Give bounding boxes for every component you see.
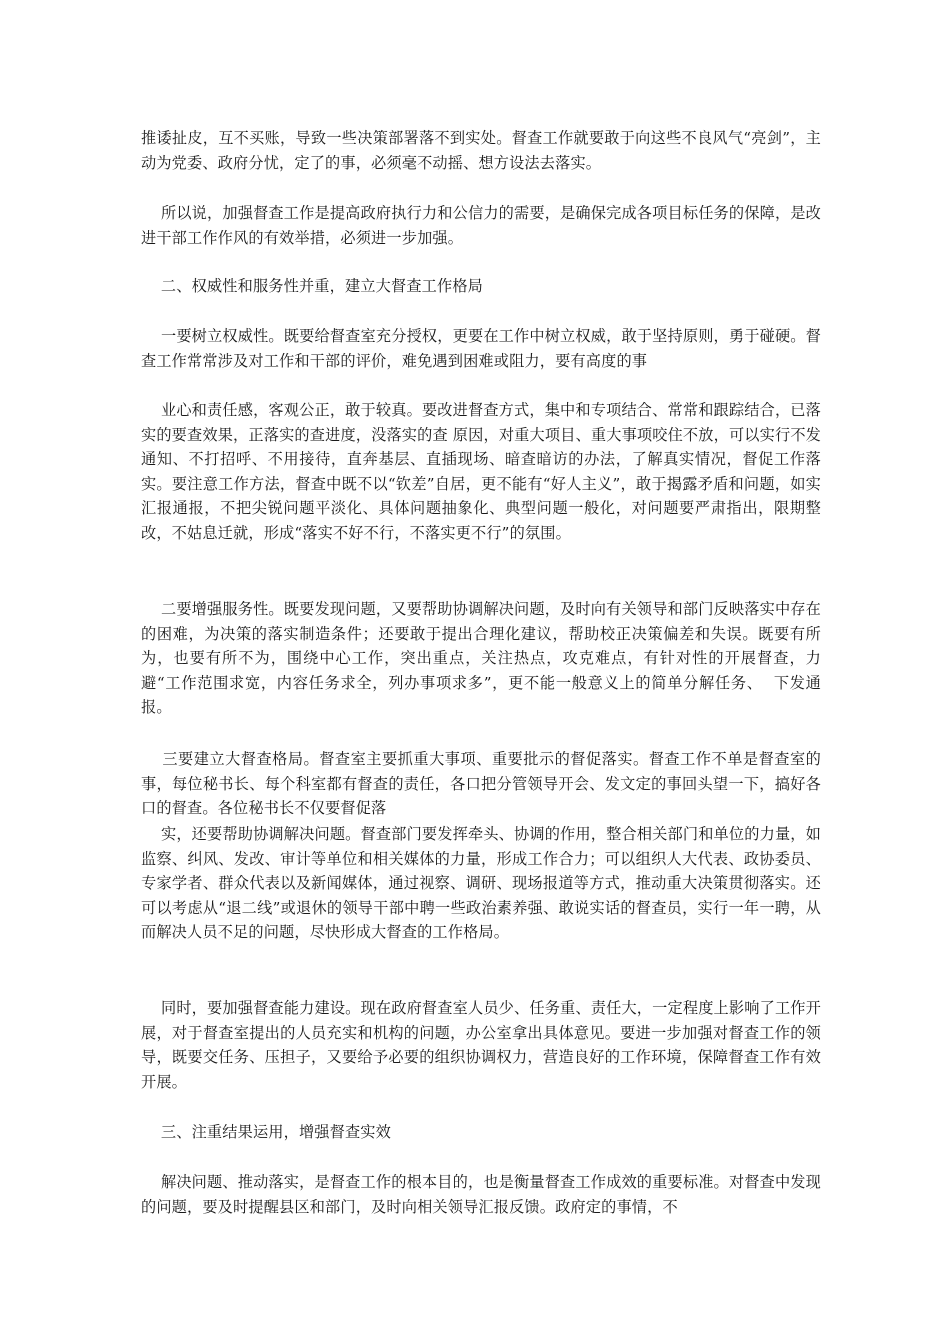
paragraph-9: 解决问题、推动落实，是督查工作的根本目的，也是衡量督查工作成效的重要标准。对督查中发现的问题，要及时提醒县区和部门，及时向相关领导汇报反馈。政府定的事情，不 [141, 1173, 821, 1216]
paragraph-2: 所以说，加强督查工作是提高政府执行力和公信力的需要，是确保完成各项目标任务的保障，是改进干部工作作风的有效举措，必须进一步加强。 [141, 204, 821, 247]
section-heading-3: 三、注重结果运用，增强督查实效 [141, 1123, 391, 1141]
paragraph-6: 三要建立大督查格局。督查室主要抓重大事项、重要批示的督促落实。督查工作不单是督查室的事，每位秘书长、每个科室都有督查的责任，各口把分管领导开会、发文定的事回头望一下，搞好各口的督查。各位秘书长不仅要督促落 [141, 750, 821, 818]
paragraph-3: 一要树立权威性。既要给督查室充分授权，更要在工作中树立权威，敢于坚持原则，勇于碰硬。督查工作常常涉及对工作和干部的评价，难免遇到困难或阻力，要有高度的事 [141, 327, 821, 370]
paragraph-7: 实，还要帮助协调解决问题。督查部门要发挥牵头、协调的作用，整合相关部门和单位的力量，如监察、纠风、发改、审计等单位和相关媒体的力量，形成工作合力；可以组织人大代表、政协委员、专家学者、群众代表以及新闻媒体，通过视察、调研、现场报道等方式，推动重大决策贯彻落实。还可以考虑从“退二线”或退休的领导干部中聘一些政治素养强、敢说实话的督查员，实行一年一聘，从而解决人员不足的问题，尽快形成大督查的工作格局。 [141, 825, 821, 942]
section-heading-2: 二、权威性和服务性并重，建立大督查工作格局 [141, 277, 484, 295]
paragraph-1: 推诿扯皮，互不买账，导致一些决策部署落不到实处。督查工作就要敢于向这些不良风气“亮剑”，主动为党委、政府分忧，定了的事，必须毫不动摇、想方设法去落实。 [141, 129, 821, 172]
paragraph-5: 二要增强服务性。既要发现问题，又要帮助协调解决问题，及时向有关领导和部门反映落实中存在的困难，为决策的落实制造条件；还要敢于提出合理化建议，帮助校正决策偏差和失误。既要有所为，也要有所不为，围绕中心工作，突出重点，关注热点，攻克难点，有针对性的开展督查，力避“工作范围求宽，内容任务求全，列办事项求多”，更不能一般意义上的简单分解任务、 下发通报。 [141, 600, 821, 717]
paragraph-8: 同时，要加强督查能力建设。现在政府督查室人员少、任务重、责任大，一定程度上影响了工作开展，对于督查室提出的人员充实和机构的问题，办公室拿出具体意见。要进一步加强对督查工作的领导，既要交任务、压担子，又要给予必要的组织协调权力，营造良好的工作环境，保障督查工作有效开展。 [141, 999, 821, 1091]
paragraph-4: 业心和责任感，客观公正，敢于较真。要改进督查方式，集中和专项结合、常常和跟踪结合，已落实的要查效果，正落实的查进度，没落实的查 原因，对重大项目、重大事项咬住不放，可以实行不发通知、不打招呼、不用接待，直奔基层、直插现场、暗查暗访的办法，了解真实情况，督促工作落实。要注意工作方法，督查中既不以“钦差”自居，更不能有“好人主义”，敢于揭露矛盾和问题，如实汇报通报，不把尖锐问题平淡化、具体问题抽象化、典型问题一般化，对问题要严肃指出，限期整改，不姑息迁就，形成“落实不好不行，不落实更不行”的氛围。 [141, 401, 821, 542]
